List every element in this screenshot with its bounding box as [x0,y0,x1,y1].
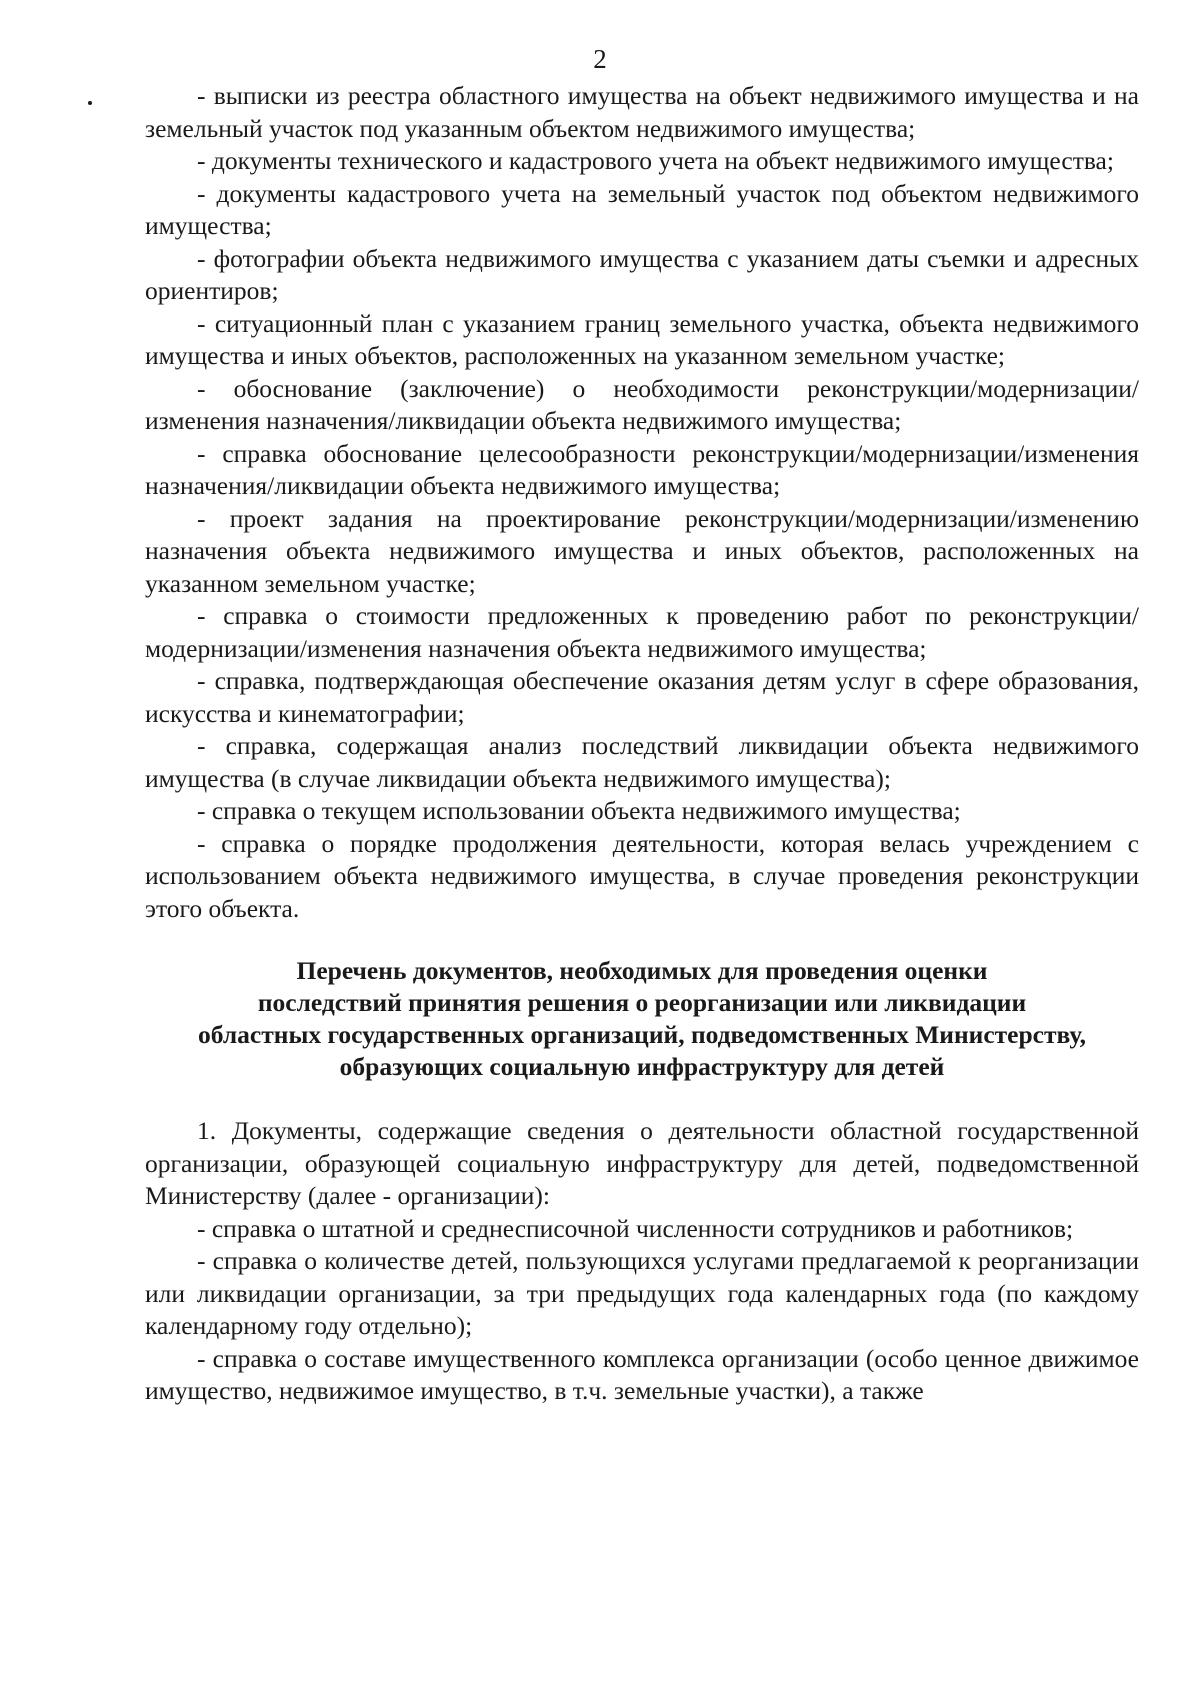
heading-line: образующих социальную инфраструктуру для детей [339,1052,945,1081]
list-item: - справка, подтверждающая обеспечение оказания детям услуг в сфере образования, искусства и кинематографии; [145,666,1139,728]
list-item: - документы кадастрового учета на земельный участок под объектом недвижимого имущества; [145,178,1139,240]
document-body [145,80,1139,1408]
list-item: - справка о штатной и среднесписочной численности сотрудников и работников; [197,1213,1074,1243]
list-item: - справка о порядке продолжения деятельности, которая велась учреждением с использованием объекта недвижимого имущества, в случае проведения реконструкции этого объекта. [145,828,1139,923]
list-item: - документы технического и кадастрового учета на объект недвижимого имущества; [197,146,1114,175]
list-item: - обоснование (заключение) о необходимости реконструкции/модернизации/изменения назначения/ликвидации объекта недвижимого имущества; [145,373,1139,435]
list-item: - справка о количестве детей, пользующихся услугами предлагаемой к реорганизации или ликвидации организации, за три предыдущих года календарных года (по каждому календарному году отдельно); [145,1246,1139,1340]
list-item: - справка о стоимости предложенных к проведению работ по реконструкции/модернизации/изменения назначения объекта недвижимого имущества; [145,601,1139,663]
list-item: - фотографии объекта недвижимого имущества с указанием даты съемки и адресных ориентиров; [145,243,1139,305]
heading-line: последствий принятия решения о реорганизации или ликвидации [257,988,1027,1017]
list-item: - проект задания на проектирование реконструкции/модернизации/изменению назначения объекта недвижимого имущества и иных объектов, расположенных на указанном земельном участке; [145,503,1139,598]
list-item: - выписки из реестра областного имущества на объект недвижимого имущества и на земельный участок под указанным объектом недвижимого имущества; [145,81,1139,143]
heading-line: областных государственных организаций, подведомственных Министерству, [197,1020,1087,1049]
list-item: - ситуационный план с указанием границ земельного участка, объекта недвижимого имущества и иных объектов, расположенных на указанном земельном участке; [145,308,1139,370]
section-heading [145,955,1139,1083]
heading-line: Перечень документов, необходимых для проведения оценки [296,956,988,985]
list-item: - справка обоснование целесообразности реконструкции/модернизации/изменения назначения/ликвидации объекта недвижимого имущества; [145,438,1139,500]
page-number: 2 [593,44,607,74]
scan-speck [88,101,92,105]
numbered-paragraph: 1. Документы, содержащие сведения о деятельности областной государственной организации, образующей социальную инфраструктуру для детей, подведомственной Министерству (далее - организации): [145,1116,1139,1210]
list-item: - справка о текущем использовании объекта недвижимого имущества; [197,796,961,825]
list-item: - справка о составе имущественного комплекса организации (особо ценное движимое имущество, недвижимое имущество, в т.ч. земельные участки), а также [145,1343,1139,1405]
list-item: - справка, содержащая анализ последствий ликвидации объекта недвижимого имущества (в случае ликвидации объекта недвижимого имущества); [145,731,1139,793]
